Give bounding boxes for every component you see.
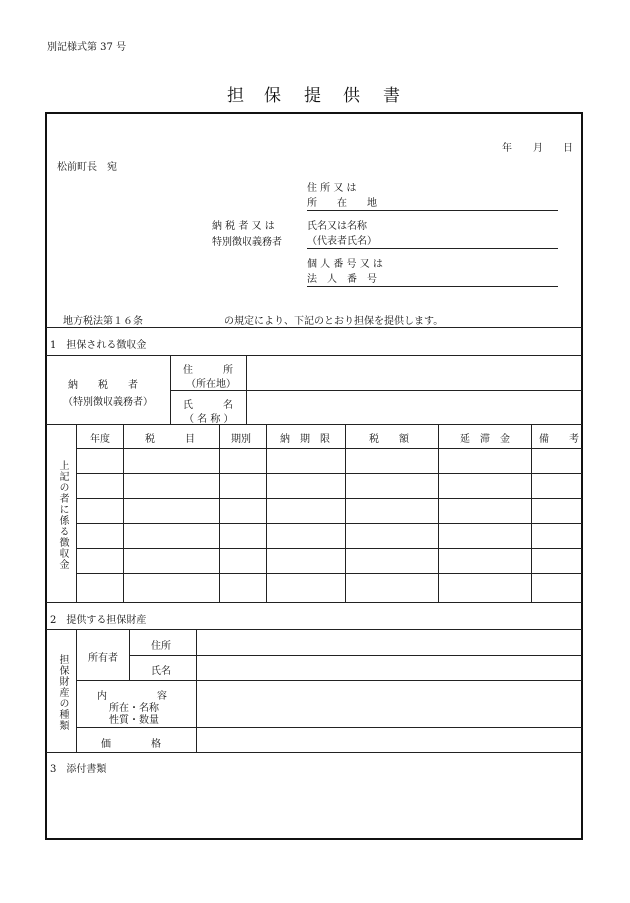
table-cell[interactable] <box>268 577 343 596</box>
table-header-cell: 延 滞 金 <box>460 434 510 445</box>
table-header-cell: 税 目 <box>145 434 195 445</box>
address-label-line2: 所 在 地 <box>307 198 377 209</box>
s1-address-label1: 住 所 <box>183 365 233 376</box>
table-cell[interactable] <box>533 527 580 546</box>
name-label-line2: （代表者氏名） <box>307 236 377 247</box>
divider <box>46 602 582 603</box>
table-header-cell: 納 期 限 <box>280 434 330 445</box>
table-cell[interactable] <box>268 477 343 496</box>
table-cell[interactable] <box>268 452 343 471</box>
s2-content-field[interactable] <box>197 681 581 726</box>
table-cell[interactable] <box>221 577 264 596</box>
s2-owner-name-field[interactable] <box>197 656 581 679</box>
table-cell[interactable] <box>440 577 529 596</box>
title-char: 書 <box>383 86 400 106</box>
divider <box>46 752 582 753</box>
s2-owner-label: 所有者 <box>88 653 118 664</box>
s1-name-label1: 氏 名 <box>183 400 233 411</box>
divider <box>76 523 582 524</box>
divider <box>46 327 582 328</box>
table-header-cell: 税 額 <box>369 434 409 445</box>
table-cell[interactable] <box>221 552 264 571</box>
s3-attachments-field[interactable] <box>47 776 581 838</box>
divider <box>76 473 582 474</box>
table-cell[interactable] <box>125 552 217 571</box>
addressee: 松前町長 宛 <box>57 162 117 173</box>
table-header-cell: 備 考 <box>539 434 579 445</box>
table-cell[interactable] <box>221 477 264 496</box>
table-cell[interactable] <box>268 552 343 571</box>
s1-address-label2: （所在地） <box>186 379 236 390</box>
s1-taxpayer-label2: （特別徴収義務者） <box>63 397 153 408</box>
table-header-cell: 期別 <box>231 434 251 445</box>
section1-heading: 1 担保される徴収金 <box>50 340 147 351</box>
table-cell[interactable] <box>125 527 217 546</box>
s2-owner-address-label: 住所 <box>151 641 171 652</box>
table-cell[interactable] <box>78 552 121 571</box>
table-cell[interactable] <box>221 452 264 471</box>
divider <box>76 629 77 752</box>
table-cell[interactable] <box>347 477 436 496</box>
table-cell[interactable] <box>125 577 217 596</box>
table-header-cell: 年度 <box>90 434 110 445</box>
s1-name-field[interactable] <box>247 391 581 423</box>
taxpayer-role-line1: 納 税 者 又 は <box>212 221 275 232</box>
divider <box>46 424 582 425</box>
number-label-line2: 法 人 番 号 <box>307 274 377 285</box>
title-char: 提 <box>304 86 321 106</box>
divider <box>438 424 439 602</box>
date-year-label: 年 <box>502 143 512 154</box>
taxpayer-role-line2: 特別徴収義務者 <box>212 237 282 248</box>
table-cell[interactable] <box>533 502 580 521</box>
table-cell[interactable] <box>221 527 264 546</box>
table-cell[interactable] <box>78 477 121 496</box>
table-cell[interactable] <box>78 527 121 546</box>
divider <box>76 448 582 449</box>
s2-content-sub1: 所在・名称 <box>109 703 159 714</box>
table-cell[interactable] <box>78 502 121 521</box>
table-cell[interactable] <box>347 452 436 471</box>
table-cell[interactable] <box>268 527 343 546</box>
table-cell[interactable] <box>440 552 529 571</box>
s2-price-label: 価 格 <box>101 739 161 750</box>
divider <box>266 424 267 602</box>
table-cell[interactable] <box>221 502 264 521</box>
divider <box>76 573 582 574</box>
address-field-line[interactable] <box>307 210 558 211</box>
table-cell[interactable] <box>440 452 529 471</box>
table-cell[interactable] <box>347 502 436 521</box>
section3-heading: 3 添付書類 <box>50 764 107 775</box>
table-cell[interactable] <box>533 577 580 596</box>
table-cell[interactable] <box>533 477 580 496</box>
number-label-line1: 個 人 番 号 又 は <box>307 259 383 270</box>
divider <box>76 498 582 499</box>
date-day-label: 日 <box>563 143 573 154</box>
section2-heading: 2 提供する担保財産 <box>50 615 147 626</box>
divider <box>219 424 220 602</box>
table-cell[interactable] <box>440 477 529 496</box>
table-cell[interactable] <box>533 452 580 471</box>
s2-owner-name-label: 氏名 <box>151 666 171 677</box>
s1-name-label2: （ 名 称 ） <box>184 414 234 425</box>
s1-taxpayer-label1: 納 税 者 <box>68 380 138 391</box>
form-number: 別記様式第 37 号 <box>47 42 127 53</box>
table-cell[interactable] <box>78 577 121 596</box>
s2-side-label: 担保財産の種類 <box>57 654 68 731</box>
number-field-line[interactable] <box>307 286 558 287</box>
divider <box>123 424 124 602</box>
table-cell[interactable] <box>440 502 529 521</box>
divider <box>345 424 346 602</box>
table-cell[interactable] <box>347 577 436 596</box>
table-cell[interactable] <box>78 452 121 471</box>
name-field-line[interactable] <box>307 248 558 249</box>
title-char: 担 <box>227 86 244 106</box>
divider <box>531 424 532 602</box>
table-cell[interactable] <box>533 552 580 571</box>
name-label-line1: 氏名又は名称 <box>307 221 367 232</box>
date-month-label: 月 <box>533 143 543 154</box>
divider <box>76 548 582 549</box>
s2-content-label: 内 容 <box>97 691 167 702</box>
title-char: 保 <box>264 86 281 106</box>
divider <box>76 424 77 602</box>
table-cell[interactable] <box>347 552 436 571</box>
s2-owner-address-field[interactable] <box>197 630 581 654</box>
table-cell[interactable] <box>125 477 217 496</box>
s2-content-sub2: 性質・数量 <box>109 715 159 726</box>
s1-address-field[interactable] <box>247 356 581 389</box>
address-label-line1: 住 所 又 は <box>307 183 357 194</box>
title-char: 供 <box>343 86 360 106</box>
table-cell[interactable] <box>125 452 217 471</box>
s2-price-field[interactable] <box>197 728 581 751</box>
s1-side-label: 上記の者に係る徴収金 <box>57 460 68 570</box>
law-statement: の規定により、下記のとおり担保を提供します。 <box>224 316 444 327</box>
table-cell[interactable] <box>347 527 436 546</box>
table-cell[interactable] <box>125 502 217 521</box>
table-cell[interactable] <box>440 527 529 546</box>
law-clause: 地方税法第１６条 <box>63 316 143 327</box>
table-cell[interactable] <box>268 502 343 521</box>
